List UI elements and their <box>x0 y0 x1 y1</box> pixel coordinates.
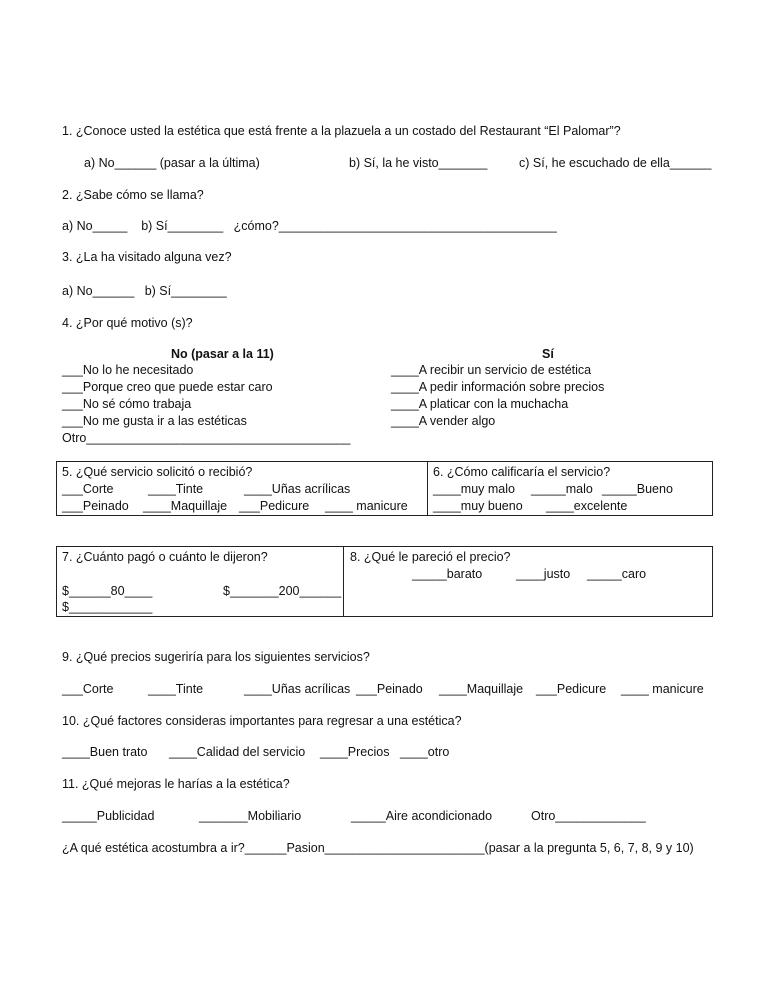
q8-option: _____caro <box>587 567 647 581</box>
q9-option: ____Maquillaje <box>439 682 524 696</box>
q10-option: ____Calidad del servicio <box>169 745 306 759</box>
q4-si-item: ____A recibir un servicio de estética <box>391 363 592 377</box>
q5-box <box>56 461 428 516</box>
q4-no-item: ___No me gusta ir a las estéticas <box>62 414 247 428</box>
question-11: 11. ¿Qué mejoras le harías a la estética? <box>62 777 290 791</box>
q4-no-header: No (pasar a la 11) <box>171 347 274 361</box>
q4-no-item: ___Porque creo que puede estar caro <box>62 380 273 394</box>
q5-option: ___Pedicure <box>239 499 310 513</box>
q5-option: ___Corte <box>62 482 114 496</box>
q11-option: _____Aire acondicionado <box>351 809 493 823</box>
q6-option: _____malo <box>531 482 593 496</box>
q4-si-item: ____A platicar con la muchacha <box>391 397 569 411</box>
q6-box <box>427 461 713 516</box>
question-1: 1. ¿Conoce usted la estética que está frente a la plazuela a un costado del Restaurant “El Palomar”? <box>62 124 621 138</box>
question-7: 7. ¿Cuánto pagó o cuánto le dijeron? <box>62 550 268 564</box>
q8-option: ____justo <box>516 567 571 581</box>
question-8: 8. ¿Qué le pareció el precio? <box>350 550 511 564</box>
q9-option: ___Peinado <box>356 682 423 696</box>
question-6: 6. ¿Cómo calificaría el servicio? <box>433 465 611 479</box>
question-9: 9. ¿Qué precios sugeriría para los siguientes servicios? <box>62 650 370 664</box>
q1-option-b: b) Sí, la he visto_______ <box>349 156 488 170</box>
final-question: ¿A qué estética acostumbra a ir?______Pasion_______________________(pasar a la pregunta 5, 6, 7, 8, 9 y 10) <box>62 841 694 855</box>
q5-option: ____Uñas acrílicas <box>244 482 351 496</box>
q10-option: ____otro <box>400 745 450 759</box>
q4-si-header: Sí <box>542 347 554 361</box>
q9-option: ___Corte <box>62 682 114 696</box>
q5-option: ____ manicure <box>325 499 408 513</box>
question-5: 5. ¿Qué servicio solicitó o recibió? <box>62 465 253 479</box>
q4-si-item: ____A vender algo <box>391 414 496 428</box>
q4-no-item: ___No lo he necesitado <box>62 363 194 377</box>
q1-option-a: a) No______ (pasar a la última) <box>84 156 260 170</box>
q9-option: ___Pedicure <box>536 682 607 696</box>
q6-option: ____muy malo <box>433 482 515 496</box>
question-2: 2. ¿Sabe cómo se llama? <box>62 188 204 202</box>
q4-si-item: ____A pedir información sobre precios <box>391 380 605 394</box>
q6-option: ____excelente <box>546 499 628 513</box>
q2-answer: a) No_____ b) Sí________ ¿cómo?________________________________________ <box>62 219 557 233</box>
q8-option: _____barato <box>412 567 483 581</box>
q7-answer: $_______200______ <box>223 584 342 598</box>
q8-box <box>343 546 713 617</box>
q3-answer: a) No______ b) Sí________ <box>62 284 227 298</box>
q9-option: ____ manicure <box>621 682 704 696</box>
q5-option: ____Tinte <box>148 482 204 496</box>
q7-answer: $____________ <box>62 600 153 614</box>
q9-option: ____Uñas acrílicas <box>244 682 351 696</box>
q7-answer: $______80____ <box>62 584 153 598</box>
q11-option: _______Mobiliario <box>199 809 302 823</box>
q5-option: ___Peinado <box>62 499 129 513</box>
q1-option-c: c) Sí, he escuchado de ella______ <box>519 156 712 170</box>
q11-option: Otro_____________ <box>531 809 646 823</box>
q10-option: ____Buen trato <box>62 745 148 759</box>
q4-no-item: ___No sé cómo trabaja <box>62 397 192 411</box>
q7-box <box>56 546 344 617</box>
question-3: 3. ¿La ha visitado alguna vez? <box>62 250 232 264</box>
q5-option: ____Maquillaje <box>143 499 228 513</box>
question-4: 4. ¿Por qué motivo (s)? <box>62 316 193 330</box>
q10-option: ____Precios <box>320 745 390 759</box>
q11-option: _____Publicidad <box>62 809 155 823</box>
q6-option: _____Bueno <box>602 482 673 496</box>
question-10: 10. ¿Qué factores consideras importantes para regresar a una estética? <box>62 714 462 728</box>
q4-no-item: Otro______________________________________ <box>62 431 351 445</box>
q6-option: ____muy bueno <box>433 499 523 513</box>
q9-option: ____Tinte <box>148 682 204 696</box>
